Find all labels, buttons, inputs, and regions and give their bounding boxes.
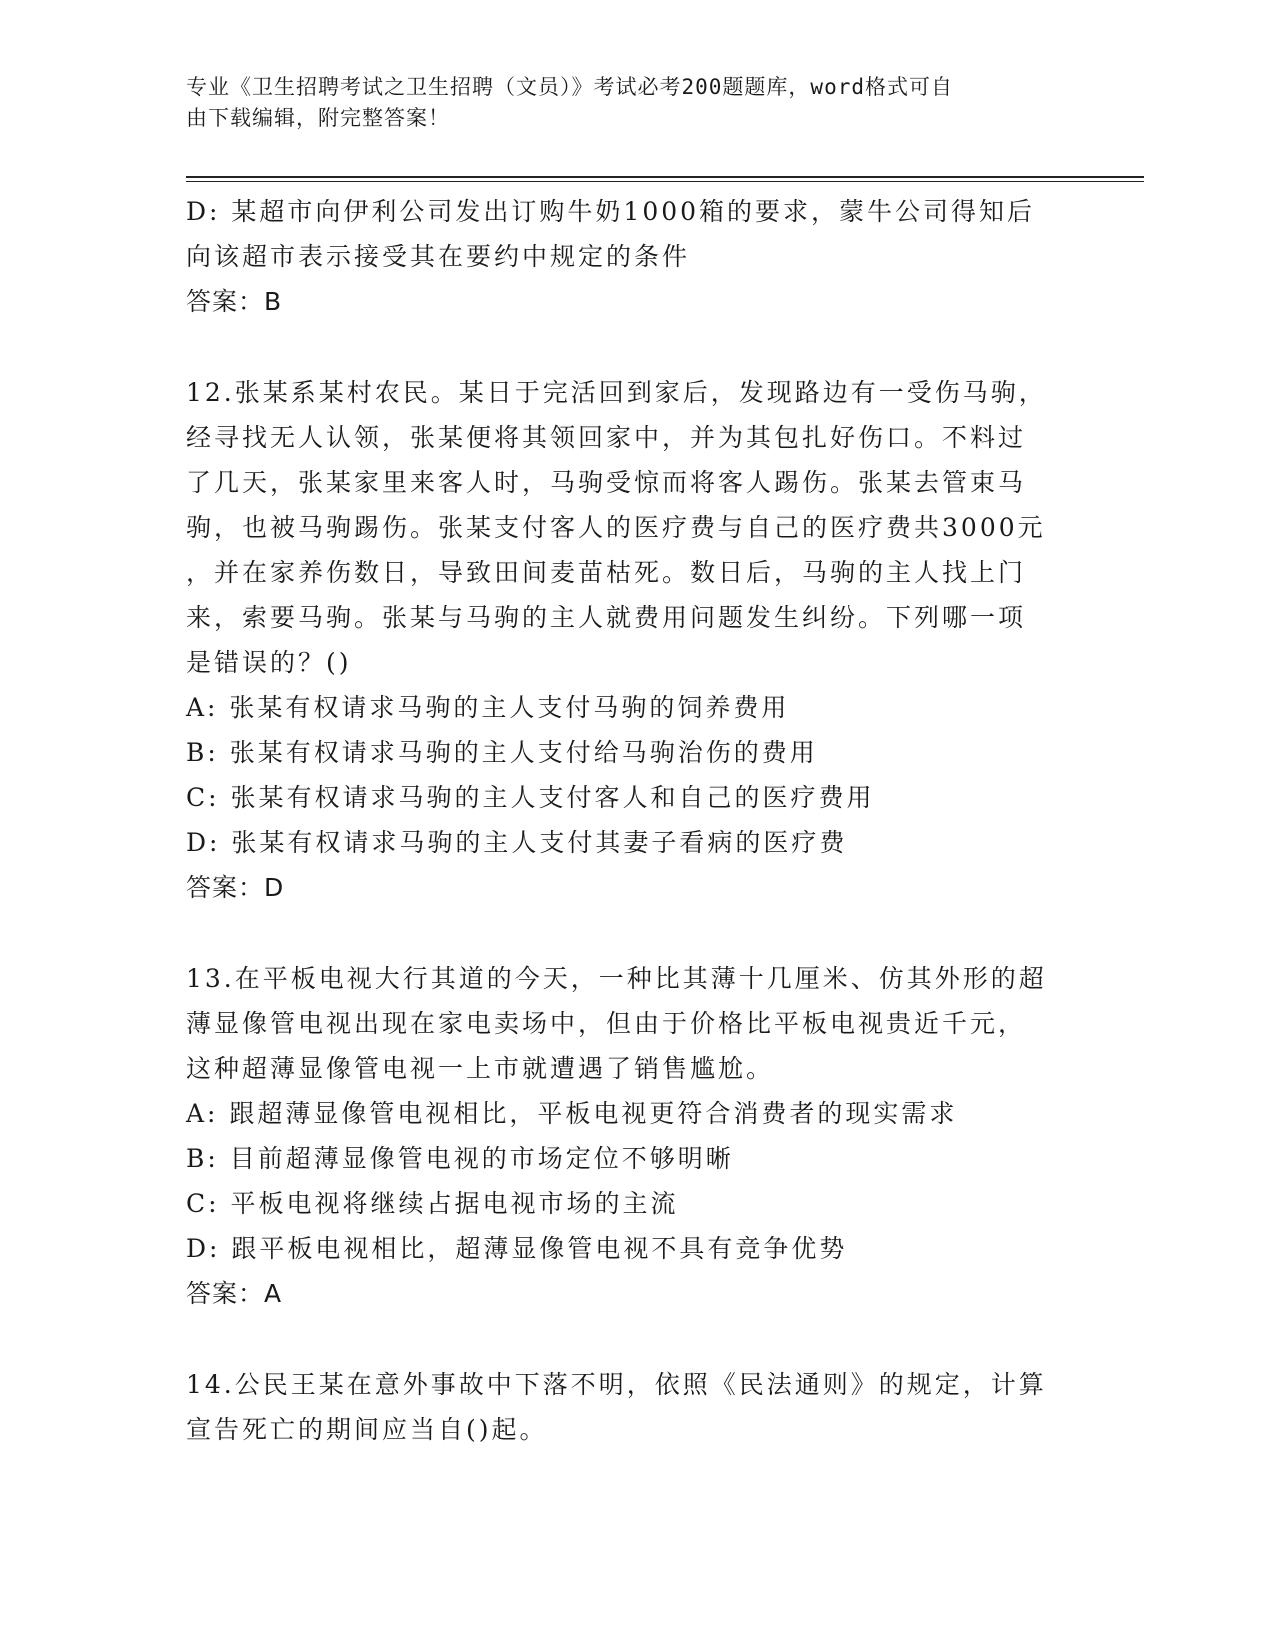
question-content <box>186 189 1066 1452</box>
option-d: D: 张某有权请求马驹的主人支付其妻子看病的医疗费 <box>186 828 848 857</box>
answer-line: 答案：B <box>186 287 283 316</box>
question-text: ，并在家养伤数日，导致田间麦苗枯死。数日后，马驹的主人找上门 <box>186 558 1027 587</box>
spacer <box>186 1316 1066 1362</box>
answer-line: 答案：A <box>186 1279 283 1308</box>
option-a: A: 张某有权请求马驹的主人支付马驹的饲养费用 <box>186 693 790 722</box>
option-d: D: 跟平板电视相比，超薄显像管电视不具有竞争优势 <box>186 1234 848 1263</box>
option-a: A: 跟超薄显像管电视相比，平板电视更符合消费者的现实需求 <box>186 1099 958 1128</box>
option-c: C: 张某有权请求马驹的主人支付客人和自己的医疗费用 <box>186 783 875 812</box>
question-text: 了几天，张某家里来客人时，马驹受惊而将客人踢伤。张某去管束马 <box>186 468 1027 497</box>
question-text: 14.公民王某在意外事故中下落不明，依照《民法通则》的规定，计算 <box>186 1370 1047 1399</box>
question-block <box>186 1362 1066 1452</box>
option-b: B: 张某有权请求马驹的主人支付给马驹治伤的费用 <box>186 738 818 767</box>
document-header <box>186 72 1066 134</box>
header-divider-thick <box>186 176 1144 178</box>
option-d: D: 某超市向伊利公司发出订购牛奶1000箱的要求，蒙牛公司得知后 <box>186 197 1036 226</box>
question-text: 13.在平板电视大行其道的今天，一种比其薄十几厘米、仿其外形的超 <box>186 964 1047 993</box>
question-text: 薄显像管电视出现在家电卖场中，但由于价格比平板电视贵近千元， <box>186 1009 1027 1038</box>
spacer <box>186 910 1066 956</box>
question-block <box>186 370 1066 910</box>
option-d-continued: 向该超市表示接受其在要约中规定的条件 <box>186 242 691 271</box>
spacer <box>186 324 1066 370</box>
answer-line: 答案：D <box>186 873 285 902</box>
header-line-2: 由下载编辑，附完整答案！ <box>186 106 450 130</box>
option-b: B: 目前超薄显像管电视的市场定位不够明晰 <box>186 1144 734 1173</box>
question-text: 驹，也被马驹踢伤。张某支付客人的医疗费与自己的医疗费共3000元 <box>186 513 1046 542</box>
question-text: 宣告死亡的期间应当自()起。 <box>186 1415 548 1444</box>
question-block <box>186 956 1066 1316</box>
question-text: 这种超薄显像管电视一上市就遭遇了销售尴尬。 <box>186 1054 775 1083</box>
option-c: C: 平板电视将继续占据电视市场的主流 <box>186 1189 679 1218</box>
question-text: 是错误的？() <box>186 648 352 677</box>
question-text: 12.张某系某村农民。某日于完活回到家后，发现路边有一受伤马驹， <box>186 378 1047 407</box>
header-line-1: 专业《卫生招聘考试之卫生招聘（文员）》考试必考200题题库，word格式可自 <box>186 75 953 99</box>
header-divider-thin <box>186 181 1144 182</box>
question-text: 来，索要马驹。张某与马驹的主人就费用问题发生纠纷。下列哪一项 <box>186 603 1027 632</box>
question-text: 经寻找无人认领，张某便将其领回家中，并为其包扎好伤口。不料过 <box>186 423 1027 452</box>
question-block <box>186 189 1066 324</box>
